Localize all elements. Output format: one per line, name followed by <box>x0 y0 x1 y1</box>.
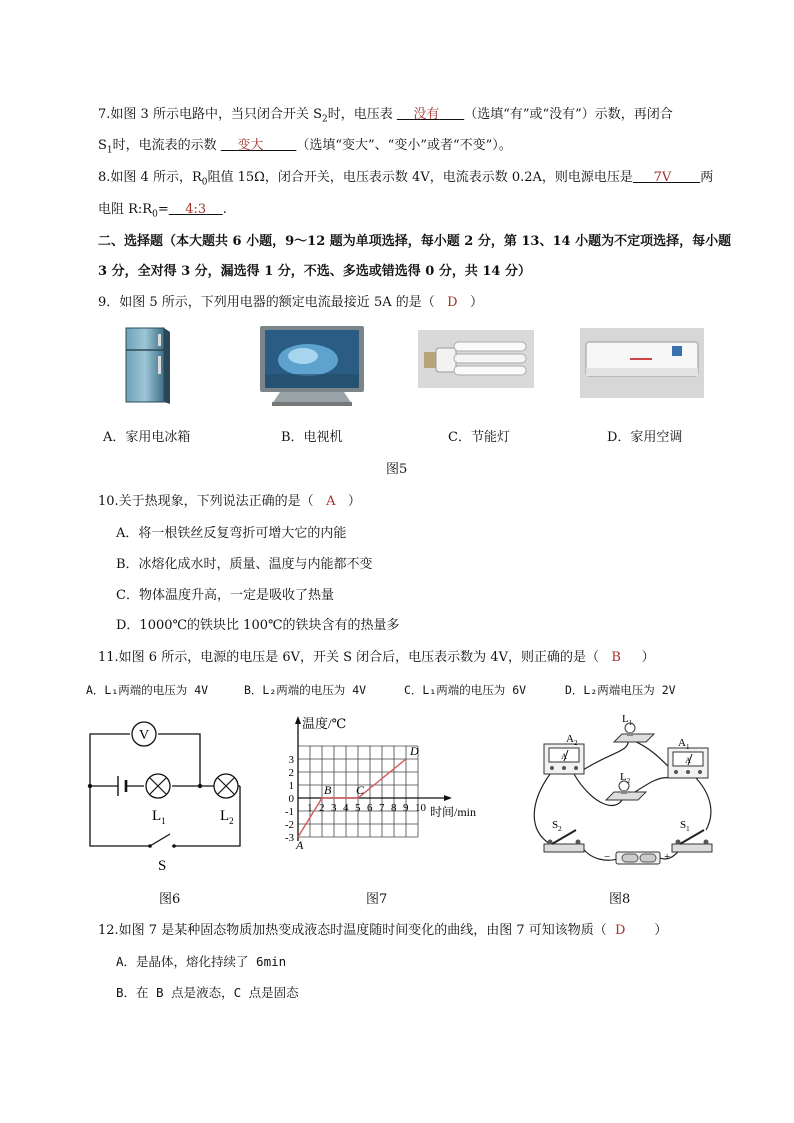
point-label: A <box>296 838 304 852</box>
q7-line1: 7.如图 3 所示电路中，当只闭合开关 $S_2$时，电压表 没有 （选填“有”或“没有”）示数，再闭合 <box>98 107 673 125</box>
x-tick-label: 7 <box>379 802 385 814</box>
figure8-caption: 图8 <box>609 892 631 907</box>
s2-label: $S_2$ <box>552 819 562 833</box>
q10-answer: A <box>326 494 336 509</box>
x-tick-label: 10 <box>415 802 426 814</box>
q11-answer: B <box>611 650 621 665</box>
q11-stem: 11.如图 6 所示，电源的电压是 6V，开关 S 闭合后，电压表示数为 4V，则正确的是（ B ） <box>98 650 655 665</box>
figure7-chart <box>276 712 508 874</box>
q8-answer1: 7V <box>653 170 672 185</box>
section2-header-line2: 3 分，全对得 3 分，漏选得 1 分，不选、多选或错选得 0 分，共 14 分） <box>98 264 532 279</box>
svg-text:A: A <box>685 756 691 765</box>
y-axis-arrow <box>295 716 301 724</box>
q9-stem: 9．如图 5 所示，下列用电器的额定电流最接近 5A 的是（ D ） <box>98 295 483 310</box>
q11-option-d[interactable]: D．L₂两端电压为 2V <box>565 683 676 697</box>
lamp-l1 <box>614 723 654 742</box>
q10-option-d[interactable]: D．1000℃的铁块比 100℃的铁块含有的热量多 <box>116 618 400 633</box>
ammeter-a1 <box>668 748 708 778</box>
battery-pack <box>616 852 660 864</box>
q11-option-b[interactable]: B．L₂两端的电压为 4V <box>244 683 367 697</box>
y-axis-label: 温度/℃ <box>302 716 347 731</box>
y-tick-label: -3 <box>284 832 294 844</box>
l2-label-fig8: $L_2$ <box>620 771 631 785</box>
y-tick-label: -1 <box>284 806 294 818</box>
q12-option-b[interactable]: B．在 B 点是液态，C 点是固态 <box>116 985 299 1000</box>
q8-blank2[interactable] <box>169 202 223 217</box>
q8-blank1[interactable] <box>633 170 700 185</box>
figure5-caption: 图5 <box>386 462 408 477</box>
a1-label: $A_1$ <box>678 737 690 751</box>
y-tick-label: -2 <box>284 819 294 831</box>
x-axis-label: 时间/min <box>430 805 477 819</box>
q10-stem: 10.关于热现象，下列说法正确的是（ A ） <box>98 494 361 509</box>
q9-option-a[interactable]: A．家用电冰箱 <box>103 430 191 445</box>
q7-blank2[interactable] <box>221 138 297 153</box>
q12-option-a[interactable]: A．是晶体，熔化持续了 6min <box>116 954 287 969</box>
l1-label-fig8: $L_1$ <box>622 713 633 727</box>
figure6-caption: 图6 <box>159 892 181 907</box>
q8-line1: 8.如图 4 所示，$R_0$阻值 15Ω，闭合开关，电压表示数 4V，电流表示数 0.2A，则电源电压是 7V 两 <box>98 170 714 188</box>
q9-option-b[interactable]: B．电视机 <box>281 430 343 445</box>
q9-answer: D <box>447 295 458 310</box>
air-conditioner-image <box>580 328 704 398</box>
x-tick-label: 3 <box>331 802 337 814</box>
y-tick-label: 0 <box>288 793 294 805</box>
q7-answer1: 没有 <box>413 107 440 122</box>
q11-option-a[interactable]: A．L₁两端的电压为 4V <box>86 683 209 697</box>
figure8-circuit <box>520 712 726 874</box>
q10-option-c[interactable]: C．物体温度升高，一定是吸收了热量 <box>116 588 334 603</box>
x-tick-label: 6 <box>367 802 373 814</box>
a2-label: $A_2$ <box>566 733 578 747</box>
x-tick-label: 9 <box>403 802 409 814</box>
q7-answer2: 变大 <box>237 138 264 153</box>
x-tick-label: 8 <box>391 802 397 814</box>
y-tick-label: 3 <box>288 754 294 766</box>
voltmeter-label: V <box>138 728 150 743</box>
ammeter-a2 <box>544 744 584 774</box>
l1-label: $L_1$ <box>152 808 166 826</box>
q10-option-b[interactable]: B．冰熔化成水时，质量、温度与内能都不变 <box>116 557 373 572</box>
switch-label: S <box>158 858 167 874</box>
q12-answer: D <box>615 923 626 938</box>
switch-s2 <box>544 830 584 852</box>
energy-saving-lamp-image <box>418 330 534 388</box>
battery-minus: − <box>604 851 611 863</box>
y-tick-label: 2 <box>288 767 294 779</box>
svg-text:A: A <box>561 752 567 761</box>
figure6-circuit <box>82 718 254 878</box>
q9-option-d[interactable]: D．家用空调 <box>607 430 683 445</box>
point-label: B <box>324 783 332 797</box>
section2-header-line1: 二、选择题（本大题共 6 小题，9～12 题为单项选择，每小题 2 分，第 13、14 小题为不定项选择，每小题 <box>98 234 732 249</box>
point-label: D <box>410 744 419 758</box>
figure7-caption: 图7 <box>366 892 388 907</box>
point-label: C <box>356 783 365 797</box>
x-axis-arrow <box>444 795 452 801</box>
x-tick-label: 5 <box>355 802 361 814</box>
q9-option-c[interactable]: C．节能灯 <box>448 430 510 445</box>
s1-label: $S_1$ <box>680 819 690 833</box>
x-tick-label: 2 <box>319 802 325 814</box>
q8-answer2: 4:3 <box>185 202 207 217</box>
wire <box>534 774 550 844</box>
q7-blank1[interactable] <box>397 107 464 122</box>
q8-line2: 电阻 $R:R_0=$ 4:3 . <box>98 202 227 220</box>
q10-option-a[interactable]: A．将一根铁丝反复弯折可增大它的内能 <box>116 526 347 541</box>
battery-plus: + <box>664 851 671 863</box>
q11-option-c[interactable]: C．L₁两端的电压为 6V <box>404 683 527 697</box>
q7-line2: $S_1$时，电流表的示数 变大 （选填“变大”、“变小”或者“不变”）。 <box>98 138 512 156</box>
q12-stem: 12.如图 7 是某种固态物质加热变成液态时温度随时间变化的曲线，由图 7 可知该物质（ D ） <box>98 923 668 938</box>
fridge-image <box>120 326 172 406</box>
y-tick-label: 1 <box>288 780 294 792</box>
x-tick-label: 4 <box>343 802 349 814</box>
tv-image <box>258 324 366 408</box>
x-tick-label: 1 <box>307 802 313 814</box>
l2-label: $L_2$ <box>220 808 234 826</box>
switch-s1 <box>672 830 712 852</box>
